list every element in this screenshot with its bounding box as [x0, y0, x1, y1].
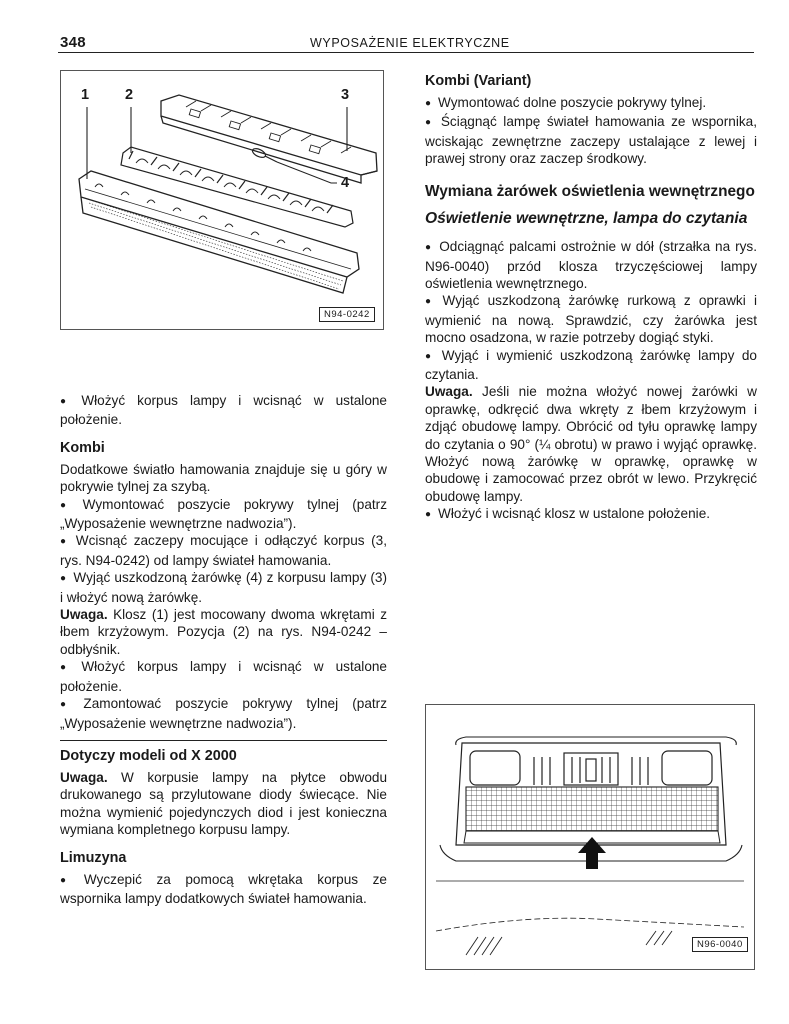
step-insert-lamp: ● Włożyć korpus lampy i wcisnąć w ustalone położenie.	[60, 392, 387, 429]
heading-x2000: Dotyczy modeli od X 2000	[60, 747, 237, 764]
note-text-2: W korpusie lampy na płytce obwodu drukowanego są przylutowane diody świecące. Nie można wymienić pojedynczych diod i jest konieczna wymiana kompletnego korpusu lampy.	[60, 769, 387, 838]
heading-limuzyna: Limuzyna	[60, 849, 127, 866]
note-label-2: Uwaga.	[60, 769, 108, 785]
note-text: Klosz (1) jest mocowany dwoma wkrętami z łbem krzyżowym. Pozycja (2) na rys. N94-0242 – odbłyśnik.	[60, 607, 387, 657]
callout-2: 2	[125, 87, 134, 103]
step-remove-bulb: ● Wyjąć uszkodzoną żarówkę (4) z korpusu lampy (3) i włożyć nową żarówkę.	[60, 569, 387, 606]
figure-brake-light-exploded	[60, 70, 384, 330]
arrow-icon	[578, 837, 606, 869]
note-label: Uwaga.	[60, 607, 108, 623]
step-pull-down: ● Odciągnąć palcami ostrożnie w dół (strzałka na rys. N96-0040) przód klosza trzyczęściowej lampy oświetlenia wewnętrznego.	[425, 238, 757, 292]
section-rule	[60, 740, 387, 741]
heading-interior-light: Oświetlenie wewnętrzne, lampa do czytania	[425, 210, 748, 228]
step-insert-lens: ● Włożyć i wcisnąć klosz w ustalone położenie.	[425, 505, 757, 524]
bulb-part	[251, 147, 337, 183]
note-label-3: Uwaga.	[425, 384, 473, 400]
running-title: WYPOSAŻENIE ELEKTRYCZNE	[310, 36, 510, 50]
callout-leaders	[87, 107, 347, 179]
reflector-part	[121, 147, 353, 227]
callout-4: 4	[341, 175, 350, 191]
figure-interior-light	[425, 704, 755, 970]
page-header	[60, 34, 753, 54]
lens-part	[79, 171, 359, 293]
page-number: 348	[60, 34, 86, 51]
interior-light-drawing	[426, 705, 756, 971]
left-column	[60, 392, 387, 907]
brake-light-drawing	[61, 71, 385, 331]
step-remove-lower-trim: ● Wymontować dolne poszycie pokrywy tylnej.	[425, 94, 757, 113]
note-text-3: Jeśli nie można włożyć nowej żarówki w oprawkę, odkręcić dwa wkręty z łbem krzyżowym i zdjąć obudowę lampy. Obrócić od tyłu oprawkę lampy do czytania o 90° (¼ obrotu) w prawo i wyjąć oprawkę. Włożyć nową żarówkę w oprawkę, oprawkę w obudowę i zamocować przez obrót w lewo. Przykręcić obudowę lampy.	[425, 384, 757, 504]
figure-code-2: N96-0040	[692, 937, 748, 952]
lamp-housing-part	[161, 95, 377, 183]
paragraph-additional-light: Dodatkowe światło hamowania znajduje się u góry w pokrywie tylnej za szybą.	[60, 461, 387, 495]
heading-kombi: Kombi	[60, 439, 105, 456]
callout-1: 1	[81, 87, 90, 103]
step-pull-lamp: ● Ściągnąć lampę świateł hamowania ze wspornika, wciskając zewnętrzne zaczepy ustalające z lewej i prawej strony oraz zaczep środkowy.	[425, 113, 757, 167]
step-unclip: ● Wyczepić za pomocą wkrętaka korpus ze wspornika lampy dodatkowych świateł hamowania.	[60, 871, 387, 908]
step-replace-reading: ● Wyjąć i wymienić uszkodzoną żarówkę lampy do czytania.	[425, 347, 757, 384]
figure-code: N94-0242	[319, 307, 375, 322]
callout-3: 3	[341, 87, 350, 103]
step-mount-trim: ● Zamontować poszycie pokrywy tylnej (patrz „Wyposażenie wewnętrzne nadwozia”).	[60, 695, 387, 732]
note-led	[60, 769, 387, 839]
heading-kombi-variant: Kombi (Variant)	[425, 73, 532, 89]
headliner-outline	[436, 737, 744, 931]
step-remove-tube: ● Wyjąć uszkodzoną żarówkę rurkową z oprawki i wymienić na nową. Sprawdzić, czy żarówka jest mocno osadzona, w razie potrzeby dogiąć styki.	[425, 292, 757, 346]
step-insert-lamp-2: ● Włożyć korpus lampy i wcisnąć w ustalone położenie.	[60, 658, 387, 695]
header-rule	[58, 52, 754, 53]
hatching	[466, 931, 672, 955]
right-column	[425, 72, 757, 525]
heading-replace-bulbs: Wymiana żarówek oświetlenia wewnętrznego	[425, 182, 755, 200]
note-reading-lamp	[425, 383, 757, 505]
note-lens	[60, 606, 387, 658]
step-press-clips: ● Wcisnąć zaczepy mocujące i odłączyć korpus (3, rys. N94-0242) od lampy świateł hamowania.	[60, 532, 387, 569]
step-remove-trim: ● Wymontować poszycie pokrywy tylnej (patrz „Wyposażenie wewnętrzne nadwozia”).	[60, 496, 387, 533]
lens-grid	[466, 787, 718, 831]
